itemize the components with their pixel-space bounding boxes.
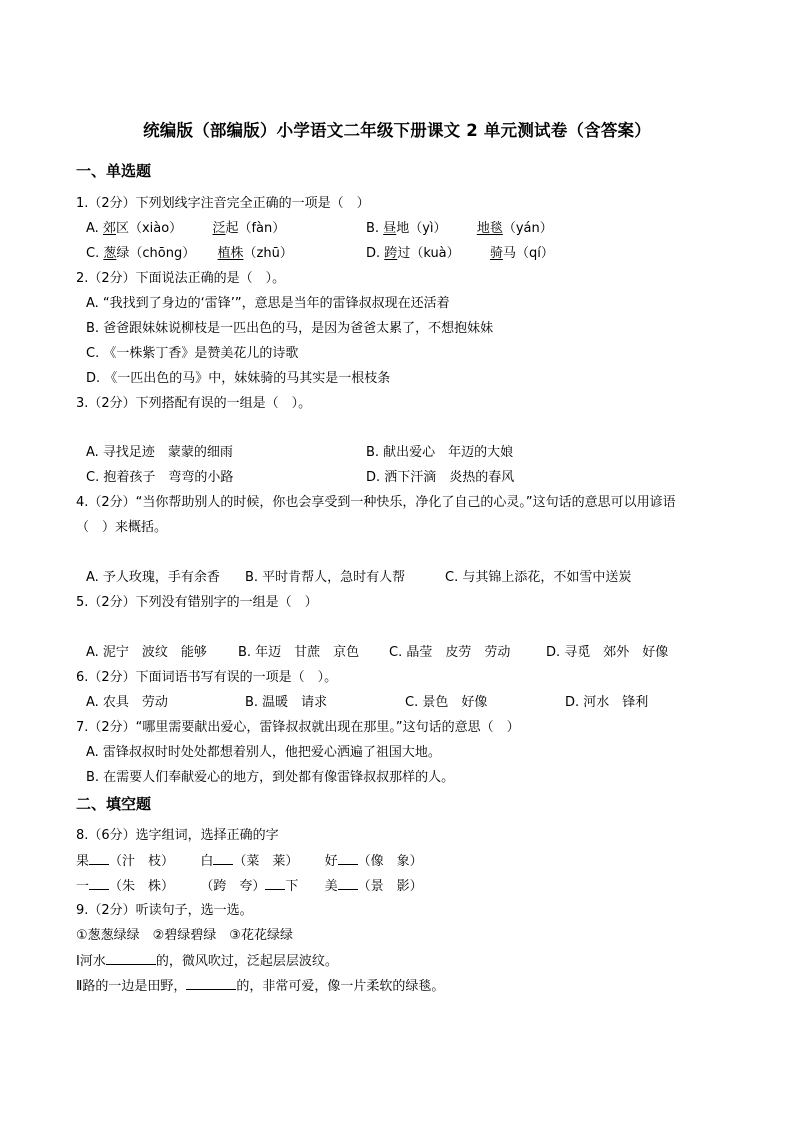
- q3-option-c: C. 抱着孩子 弯弯的小路: [86, 470, 234, 485]
- question-3-stem: 3.（2分）下列搭配有误的一组是（ ）。: [76, 396, 312, 411]
- q6-option-c: C. 景色 好像: [405, 695, 488, 710]
- q5-option-a: A. 泥宁 波纹 能够: [86, 645, 207, 660]
- question-1-stem: 1.（2分）下列划线字注音完全正确的一项是（ ）: [76, 196, 370, 211]
- question-4-stem: 4.（2分）“当你帮助别人的时候，你也会享受到一种快乐，净化了自己的心灵。”这句话的意思可以用谚语: [76, 495, 676, 510]
- answer-blank[interactable]: [89, 877, 109, 890]
- q1-option-d: D. 跨过（kuà） 骑马（qí）: [366, 246, 554, 261]
- q9-choices: ①葱葱绿绿 ②碧绿碧绿 ③花花绿绿: [76, 928, 293, 943]
- question-8-stem: 8.（6分）选字组词，选择正确的字: [76, 828, 279, 843]
- q9-sentence-2: Ⅱ路的一边是田野， 的，非常可爱，像一片柔软的绿毯。: [76, 979, 445, 994]
- q6-option-a: A. 农具 劳动: [86, 695, 168, 710]
- question-5-stem: 5.（2分）下列没有错别字的一组是（ ）: [76, 595, 318, 610]
- page-title: 统编版（部编版）小学语文二年级下册课文 2 单元测试卷（含答案）: [143, 121, 651, 140]
- question-9-stem: 9.（2分）听读句子，选一选。: [76, 903, 253, 918]
- q2-option-b: B. 爸爸跟妹妹说柳枝是一匹出色的马，是因为爸爸太累了，不想抱妹妹: [86, 321, 494, 336]
- q1-option-a: A. 郊区（xiào） 泛起（fàn）: [86, 221, 286, 236]
- q4-option-a: A. 予人玫瑰，手有余香: [86, 570, 220, 585]
- q3-option-d: D. 洒下汗滴 炎热的春风: [366, 470, 515, 485]
- q8-row-2: 一 （朱 株） （跨 夸） 下 美 （景 影）: [76, 879, 423, 894]
- question-2-stem: 2.（2分）下面说法正确的是（ ）。: [76, 271, 286, 286]
- question-7-stem: 7.（2分）“哪里需要献出爱心，雷锋叔叔就出现在那里。”这句话的意思（ ）: [76, 720, 520, 735]
- q7-option-b: B. 在需要人们奉献爱心的地方，到处都有像雷锋叔叔那样的人。: [86, 770, 455, 785]
- q1-option-c: C. 葱绿（chōng） 植株（zhū）: [86, 246, 293, 261]
- q1-option-b: B. 昼地（yì） 地毯（yán）: [366, 221, 553, 236]
- q3-option-a: A. 寻找足迹 蒙蒙的细雨: [86, 445, 233, 460]
- q2-option-d: D. 《一匹出色的马》中，妹妹骑的马其实是一根枝条: [86, 371, 391, 386]
- answer-blank[interactable]: [213, 852, 233, 865]
- q6-option-b: B. 温暖 请求: [245, 695, 328, 710]
- q6-option-d: D. 河水 锋利: [565, 695, 649, 710]
- answer-blank[interactable]: [338, 852, 358, 865]
- q9-sentence-1: Ⅰ河水 的，微风吹过，泛起层层波纹。: [76, 954, 338, 969]
- question-6-stem: 6.（2分）下面词语书写有误的一项是（ ）。: [76, 670, 338, 685]
- answer-blank[interactable]: [89, 852, 109, 865]
- q2-option-a: A. “我找到了身边的‘雷锋’”，意思是当年的雷锋叔叔现在还活着: [86, 296, 450, 311]
- q4-option-b: B. 平时肯帮人，急时有人帮: [245, 570, 406, 585]
- section-heading-fill-blank: 二、填空题: [76, 795, 152, 813]
- q8-row-1: 果 （汁 枝） 白 （菜 莱） 好 （像 象）: [76, 854, 423, 869]
- q5-option-b: B. 年迈 甘蔗 京色: [238, 645, 360, 660]
- answer-blank[interactable]: [265, 877, 285, 890]
- question-4-stem-cont: （ ）来概括。: [76, 520, 168, 535]
- q5-option-c: C. 晶莹 皮劳 劳动: [389, 645, 511, 660]
- q5-option-d: D. 寻觅 郊外 好像: [546, 645, 669, 660]
- section-heading-single-choice: 一、单选题: [76, 162, 152, 180]
- q7-option-a: A. 雷锋叔叔时时处处都想着别人，他把爱心洒遍了祖国大地。: [86, 745, 441, 760]
- q4-option-c: C. 与其锦上添花，不如雪中送炭: [445, 570, 632, 585]
- answer-blank[interactable]: [338, 877, 358, 890]
- answer-blank[interactable]: [186, 977, 236, 990]
- q2-option-c: C. 《一株紫丁香》是赞美花儿的诗歌: [86, 346, 299, 361]
- q3-option-b: B. 献出爱心 年迈的大娘: [366, 445, 514, 460]
- answer-blank[interactable]: [106, 952, 156, 965]
